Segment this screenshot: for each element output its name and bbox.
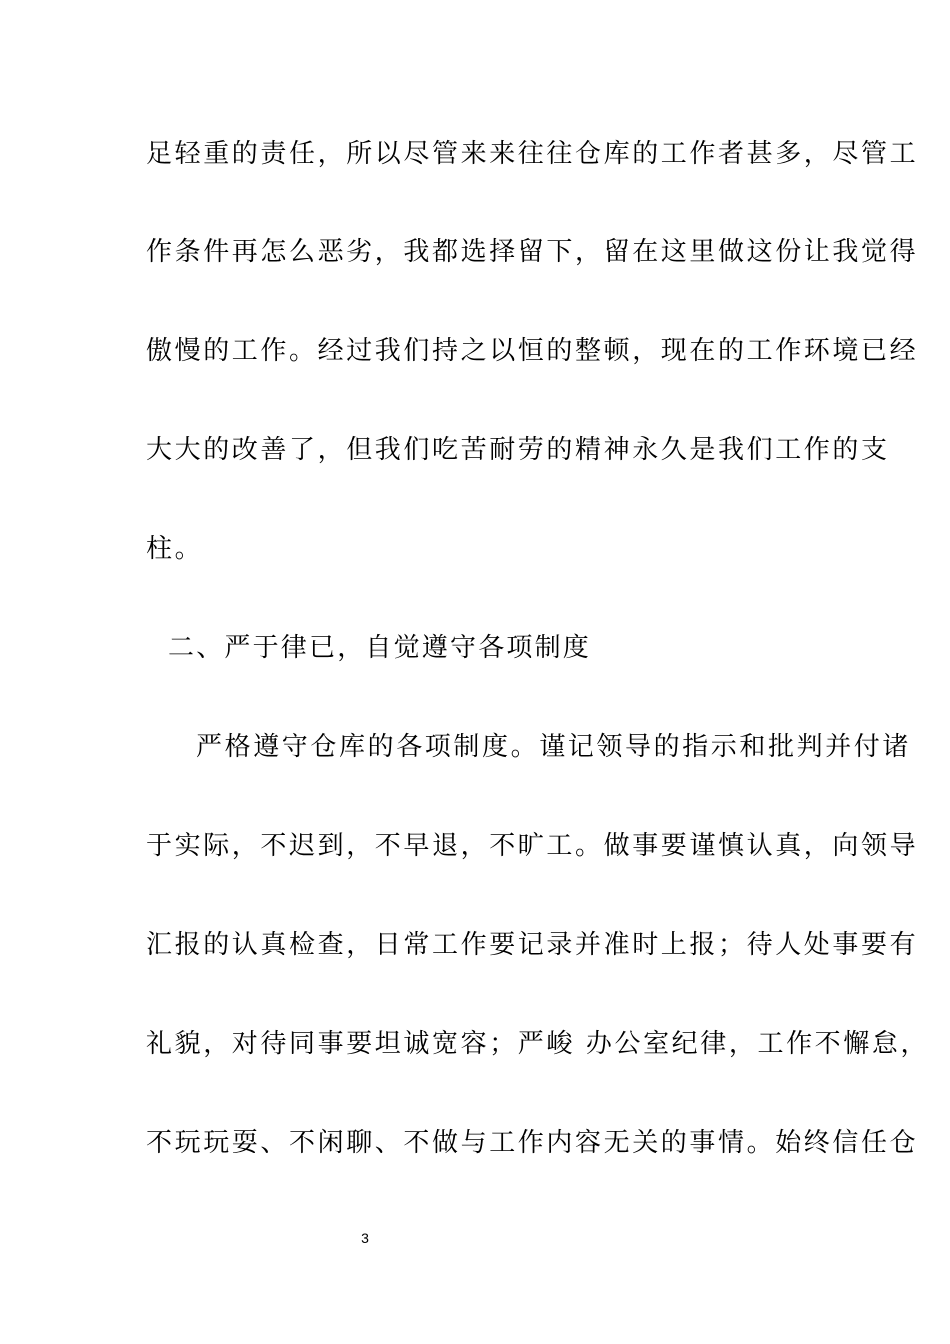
paragraph-line: 傲慢的工作。经过我们持之以恒的整顿，现在的工作环境已经	[146, 336, 919, 366]
paragraph-line: 作条件再怎么恶劣，我都选择留下，留在这里做这份让我觉得	[146, 237, 919, 267]
paragraph-line: 礼貌，对待同事要坦诚宽容；严峻 办公室纪律，工作不懈怠，	[146, 1029, 930, 1059]
paragraph-line: 大大的改善了，但我们吃苦耐劳的精神永久是我们工作的支	[146, 435, 890, 465]
paragraph-line: 于实际，不迟到，不早退，不旷工。做事要谨慎认真，向领导	[146, 831, 919, 861]
paragraph-line: 不玩玩耍、不闲聊、不做与工作内容无关的事情。始终信任仓	[146, 1128, 919, 1158]
paragraph-line: 汇报的认真检查，日常工作要记录并准时上报；待人处事要有	[146, 930, 919, 960]
section-heading: 二、严于律已，自觉遵守各项制度	[168, 633, 592, 663]
paragraph-line: 足轻重的责任，所以尽管来来往往仓库的工作者甚多，尽管工	[146, 139, 919, 169]
page-number: 3	[361, 1230, 369, 1246]
paragraph-line: 严格遵守仓库的各项制度。谨记领导的指示和批判并付诸	[196, 732, 912, 762]
paragraph-line: 柱。	[146, 534, 204, 564]
